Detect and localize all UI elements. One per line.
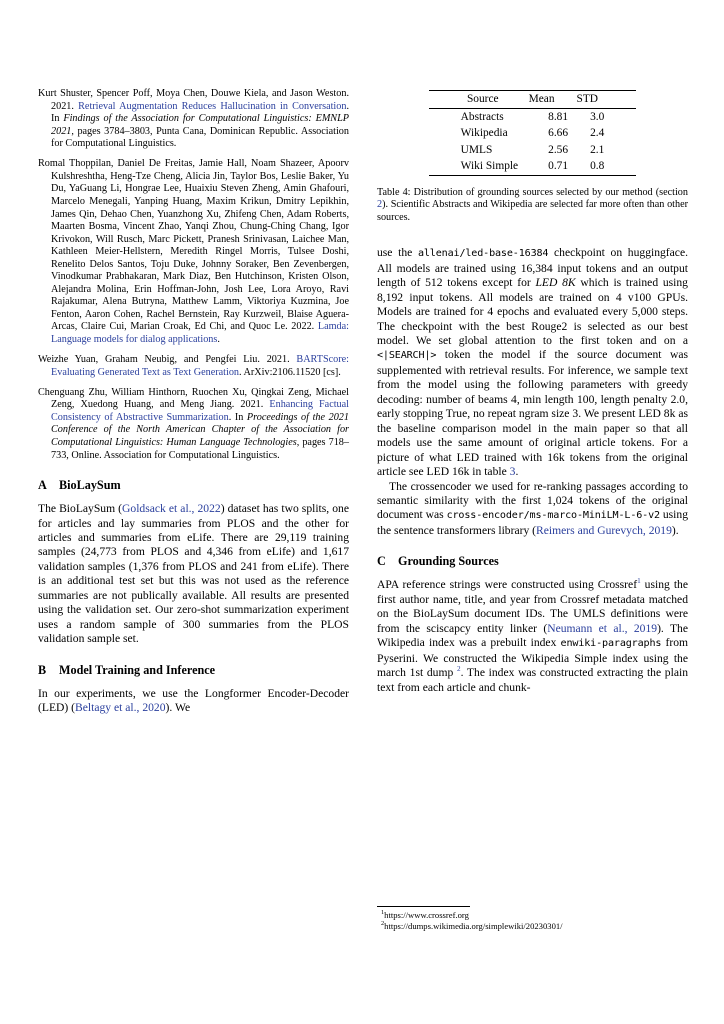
footnotes-block: [377, 906, 688, 932]
reference-tail: , pages 718–733, Online. Association for Computational Linguistics.: [51, 437, 349, 461]
cell-std: 2.1: [590, 143, 605, 156]
cell-source: Abstracts: [460, 110, 504, 123]
paragraph-crossencoder: [377, 480, 688, 539]
reference-connector: . In: [228, 411, 247, 423]
section-reference[interactable]: 2: [377, 199, 383, 211]
reference-link[interactable]: Enhancing Factual Consistency of Abstractive Summarization: [51, 399, 349, 423]
text-run: In our experiments, we use the Longformer Encoder-Decoder (LED) (: [38, 686, 349, 715]
text-run: . The index was constructed extracting the plain text from each article and chunk-: [377, 666, 688, 694]
text-run: ). Scientific Abstracts and Wikipedia are selected far more often than other sources.: [377, 199, 688, 223]
search-token: <|SEARCH|>: [377, 350, 437, 362]
cell-std: 0.8: [590, 160, 605, 172]
reference-connector: . In: [51, 100, 349, 125]
text-run: checkpoint on huggingface. All models are trained using 16,384 input tokens and an output length of 512 tokens except for: [377, 246, 688, 290]
text-run: token the model if the source document was supplemented with retrieval results. For inference, we sample text from the model using the following parameters with greedy decoding: number of beams 4, min length 100, length penalty 2.0, early stopping True, no repeat ngram size 3. We present LED 8k as the baseline comparison model in the main paper so that all models use the same amount of original article tokens. For a picture of what LED trained with 16k tokens from the original article see LED 16k in table: [377, 348, 688, 479]
model-checkpoint-name: allenai/led-base-16384: [417, 248, 549, 260]
crossencoder-model-name: cross-encoder/ms-marco-MiniLM-L-6-v2: [446, 510, 660, 522]
table-row: [461, 125, 605, 142]
cell-source: Wiki Simple: [460, 160, 519, 172]
section-title: BioLaySum: [59, 478, 121, 493]
reference-link[interactable]: Lamda: Language models for dialog applications: [51, 321, 349, 345]
cell-mean: 0.71: [548, 160, 569, 172]
inline-citation[interactable]: Goldsack et al., 2022: [122, 502, 221, 516]
grounding-sources-table-body: [461, 109, 605, 175]
section-title: Model Training and Inference: [59, 662, 216, 677]
reference-entry: [38, 387, 349, 462]
paragraph-training-details: [377, 246, 688, 479]
section-heading-b: [38, 663, 349, 678]
footnote-url[interactable]: https://www.crossref.org: [384, 910, 469, 920]
text-run: using the first author name, title, and year from Crossref metadata matched on the BioLaySum document IDs. The UMLS definitions were from the sciscapcy entity linker (: [377, 578, 688, 635]
cell-source: UMLS: [460, 143, 493, 156]
reference-venue: Proceedings of the 2021 Conference of the North American Chapter of the Association for Computational Linguistics: Human Language Technologies: [51, 411, 349, 448]
section-number: C: [377, 554, 386, 569]
reference-tail: , pages 3784–3803, Punta Cana, Dominican Republic. Association for Computational Linguistics.: [51, 125, 349, 150]
footnote-number: 1: [381, 909, 385, 917]
cell-std: 3.0: [590, 110, 605, 123]
reference-entry: [38, 354, 349, 379]
footnote-marker-1[interactable]: 1: [637, 577, 641, 586]
footnote-marker-2[interactable]: 2: [456, 665, 461, 674]
reference-entry: [38, 88, 349, 151]
text-run: Table 4: Distribution of grounding sources selected by our method (section: [377, 186, 688, 198]
text-run: ). We: [165, 701, 191, 715]
section-number: B: [38, 662, 47, 677]
reference-authors-title: Kurt Shuster, Spencer Poff, Moya Chen, Douwe Kiela, and Jason Weston. 2021.: [38, 88, 349, 112]
grounding-sources-table: [467, 91, 598, 108]
cell-std: 2.4: [590, 127, 605, 139]
text-run: The crossencoder we used for re-ranking passages according to semantic similarity with the first 1,024 tokens of the original document was: [377, 479, 688, 522]
text-run: ). The Wikipedia index was a prebuilt index: [377, 621, 688, 650]
section-heading-c: [377, 554, 688, 569]
reference-link[interactable]: Retrieval Augmentation Reduces Hallucination in Conversation: [78, 100, 347, 112]
left-column: [38, 88, 349, 716]
text-run: The BioLaySum (: [38, 502, 123, 516]
reference-authors-title: Weizhe Yuan, Graham Neubig, and Pengfei Liu. 2021.: [38, 354, 297, 366]
footnote-item: [377, 921, 688, 932]
reference-connector: . ArXiv:2106.11520 [cs].: [239, 366, 341, 378]
column-header-std: STD: [576, 93, 599, 105]
wikipedia-index-name: enwiki-paragraphs: [560, 638, 662, 650]
text-run: ).: [671, 523, 679, 537]
cell-mean: 8.81: [548, 110, 569, 123]
reference-venue: Findings of the Association for Computational Linguistics: EMNLP 2021: [51, 113, 349, 137]
section-number: A: [38, 478, 47, 493]
inline-citation[interactable]: Reimers and Gurevych, 2019: [536, 523, 672, 537]
column-header-source: Source: [466, 93, 499, 105]
cell-source: Wikipedia: [460, 127, 508, 139]
text-run: ) dataset has two splits, one for articles and lay summaries from PLOS and the other for articles and summaries from eLife. There are 29,119 training samples (24,773 from PLOS and 4,346 from eLife) and 1,617 validation samples (1,376 from PLOS and 241 from eLife). There is an additional test set but this was not used as the reference summaries are not publically available. All results are presented using the validation set. Our zero-shot summarization experiment uses a random sample of 300 summaries from the PLOS validation sample set.: [38, 502, 349, 646]
cell-mean: 6.66: [548, 127, 569, 139]
table-row: [461, 158, 605, 175]
table-bottom-rule: [429, 175, 636, 176]
text-run: use the: [377, 246, 418, 260]
reference-link[interactable]: BARTScore: Evaluating Generated Text as Text Generation: [51, 354, 349, 378]
table-header-row: [467, 91, 598, 108]
footnote-number: 2: [381, 920, 385, 928]
section-title: Grounding Sources: [398, 554, 499, 569]
table-row: [461, 109, 605, 126]
reference-connector: .: [217, 333, 220, 345]
table-caption: [377, 187, 688, 225]
inline-citation[interactable]: Beltagy et al., 2020: [75, 701, 166, 715]
model-name-emphasis: LED 8K: [535, 276, 576, 290]
reference-authors-title: Chenguang Zhu, William Hinthorn, Ruochen Xu, Qingkai Zeng, Michael Zeng, Xuedong Huang, and Meng Jiang. 2021.: [38, 386, 349, 411]
right-column: [377, 88, 688, 695]
footnote-item: [377, 910, 688, 921]
table-row: [461, 142, 605, 159]
paragraph-model-training: [38, 687, 349, 716]
table-4: [377, 88, 688, 224]
cell-mean: 2.56: [548, 143, 569, 156]
table-reference[interactable]: 3: [509, 465, 516, 479]
paragraph-biolaysum: [38, 502, 349, 647]
section-heading-a: [38, 478, 349, 493]
column-header-mean: Mean: [528, 93, 555, 105]
text-run: APA reference strings were constructed using Crossref: [377, 578, 638, 592]
reference-authors-title: Romal Thoppilan, Daniel De Freitas, Jamie Hall, Noam Shazeer, Apoorv Kulshreshtha, Heng-Tze Cheng, Alicia Jin, Taylor Bos, Leslie Baker, Yu Du, YaGuang Li, Hongrae Lee, Huaixiu Steven Zheng, Amin Ghafouri, Marcelo Menegali, Yanping Huang, Maxim Krikun, Dmitry Lepikhin, James Qin, Dehao Chen, Yuanzhong Xu, Zhifeng Chen, Adam Roberts, Maarten Bosma, Vincent Zhao, Yanqi Zhou, Chung-Ching Chang, Igor Krivokon, Will Rusch, Marc Pickett, Pranesh Srinivasan, Laichee Man, Kathleen Meier-Hellstern, Meredith Ringel Morris, Tulsee Doshi, Renelito Delos Santos, Toju Duke, Johnny Soraker, Ben Zevenbergen, Vinodkumar Prabhakaran, Mark Diaz, Ben Hutchinson, Kristen Olson, Alejandra Molina, Erin Hoffman-John, Josh Lee, Lora Aroyo, Ravi Rajakumar, Alena Butryna, Matthew Lamm, Viktoriya Kuzmina, Joe Fenton, Aaron Cohen, Rachel Bernstein, Ray Kurzweil, Blaise Aguera-Arcas, Claire Cui, Marian Croak, Ed Chi, and Quoc Le. 2022.: [38, 158, 349, 333]
paragraph-grounding-sources: [377, 578, 688, 695]
footnote-separator-rule: [377, 906, 470, 907]
reference-entry: [38, 158, 349, 346]
inline-citation[interactable]: Neumann et al., 2019: [547, 621, 658, 635]
text-run: .: [515, 465, 519, 479]
text-run: which is trained using 8,192 input tokens. All models are trained on 4 v100 GPUs. Models are trained for 4 epochs and evaluated every 5,000 steps. The checkpoint with the best Rouge2 is selected as our best model. We set global attention to the first token and on a: [377, 276, 688, 347]
text-run: using the sentence transformers library (: [377, 508, 688, 537]
text-run: from Pyserini. We constructed the Wikipedia Simple index using the march 1st dump: [377, 636, 689, 680]
footnote-url[interactable]: https://dumps.wikimedia.org/simplewiki/20230301/: [384, 921, 563, 931]
